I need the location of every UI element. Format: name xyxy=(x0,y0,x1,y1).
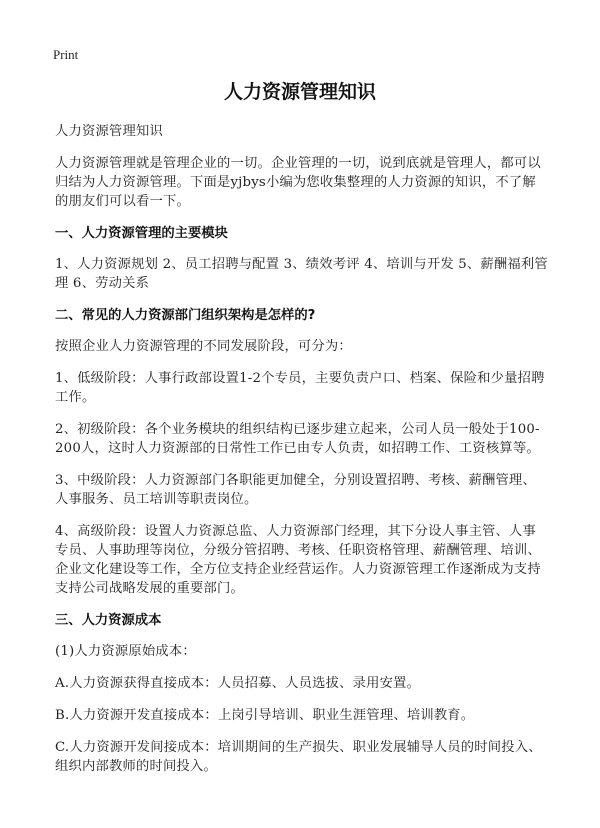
section-1-text: 1、人力资源规划 2、员工招聘与配置 3、绩效考评 4、培训与开发 5、薪酬福利管理 6、劳动关系 xyxy=(55,257,548,291)
print-link[interactable]: Print xyxy=(53,47,79,62)
document-subtitle: 人力资源管理知识 xyxy=(55,124,163,139)
section-2-item: 3、中级阶段：人力资源部门各职能更加健全，分别设置招聘、考核、薪酬管理、人事服务、员工培训等职责岗位。 xyxy=(55,473,537,507)
section-3-item: C.人力资源开发间接成本：培训期间的生产损失、职业发展辅导人员的时间投入、组织内部教师的时间投入。 xyxy=(55,740,542,774)
section-3-lead: (1)人力资源原始成本： xyxy=(55,644,196,659)
document-title: 人力资源管理知识 xyxy=(223,81,376,103)
section-2-lead: 按照企业人力资源管理的不同发展阶段，可分为： xyxy=(55,339,352,354)
section-3-heading: 三、人力资源成本 xyxy=(55,613,162,628)
section-3-item: A.人力资源获得直接成本：人员招募、人员选拔、录用安置。 xyxy=(55,676,421,691)
section-2-item: 1、低级阶段：人事行政部设置1-2个专员，主要负责户口、档案、保险和少量招聘工作。 xyxy=(55,371,545,405)
section-1-heading: 一、人力资源管理的主要模块 xyxy=(55,226,228,241)
section-2-heading: 二、常见的人力资源部门组织架构是怎样的? xyxy=(55,308,316,323)
section-2-item: 4、高级阶段：设置人力资源总监、人力资源部门经理，其下分设人事主管、人事专员、人事助理等岗位，分级分管招聘、考核、任职资格管理、薪酬管理、培训、企业文化建设等工作，全方位支持企业经营运作。人力资源管理工作逐渐成为支持支持公司战略发展的重要部门。 xyxy=(55,524,541,596)
intro-paragraph: 人力资源管理就是管理企业的一切。企业管理的一切，说到底就是管理人，都可以归结为人力资源管理。下面是yjbys小编为您收集整理的人力资源的知识，不了解的朋友们可以看一下。 xyxy=(55,156,541,209)
document-body xyxy=(55,122,549,789)
section-2-item: 2、初级阶段：各个业务模块的组织结构已逐步建立起来，公司人员一般处于100-200人，这时人力资源部的日常性工作已由专人负责，如招聘工作、工资核算等。 xyxy=(55,422,540,456)
section-3-item: B.人力资源开发直接成本：上岗引导培训、职业生涯管理、培训教育。 xyxy=(55,708,475,723)
